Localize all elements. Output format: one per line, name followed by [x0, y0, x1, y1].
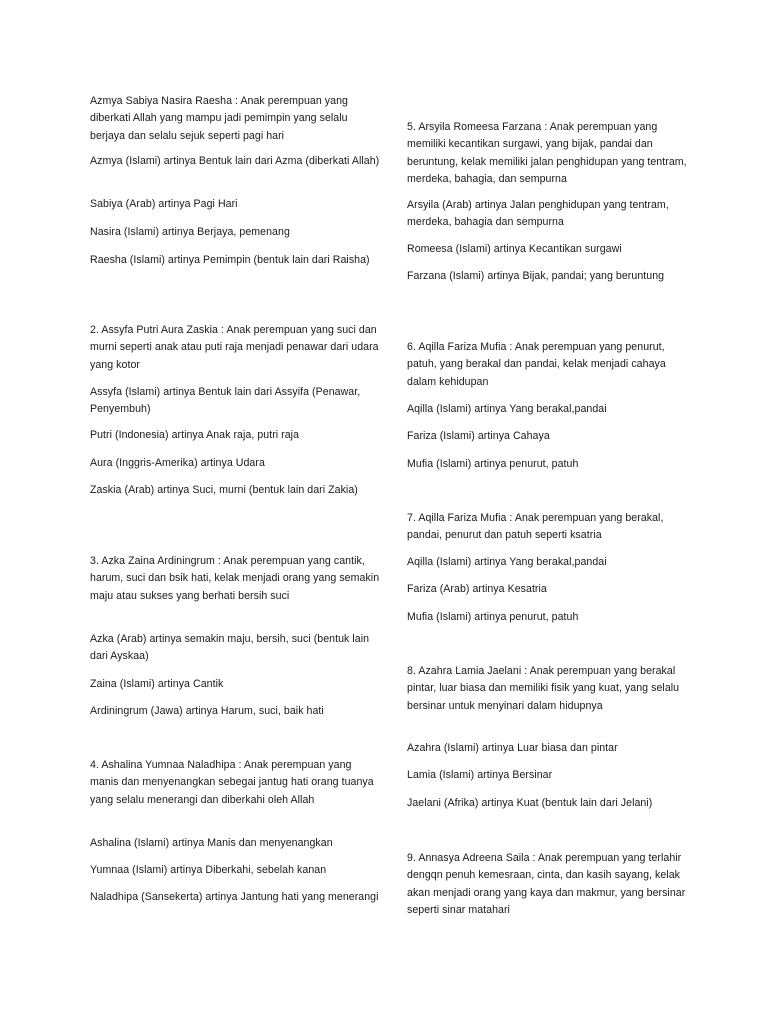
name-meaning: Putri (Indonesia) artinya Anak raja, putri raja — [90, 429, 300, 441]
name-meaning: Sabiya (Arab) artinya Pagi Hari — [90, 198, 238, 210]
name-entry-5-heading: 5. Arsyila Romeesa Farzana : Anak perempuan yang memiliki kecantikan surgawi, yang bijak, pandai dan beruntung, kelak memiliki jalan penghidupan yang tentram, merdeka, bahagia, dan sempurna — [407, 121, 687, 186]
name-meaning: Zaskia (Arab) artinya Suci, murni (bentuk lain dari Zakia) — [90, 484, 358, 496]
name-meaning: Mufia (Islami) artinya penurut, patuh — [407, 458, 579, 470]
name-meaning: Mufia (Islami) artinya penurut, patuh — [407, 611, 579, 623]
name-meaning: Romeesa (Islami) artinya Kecantikan surgawi — [407, 243, 622, 255]
name-entry-9-heading: 9. Annasya Adreena Saila : Anak perempuan yang terlahir dengqn penuh kemesraan, cinta, dan kasih sayang, kelak akan menjadi orang yang kaya dan makmur, yang bersinar seperti sinar matahari — [407, 852, 686, 917]
name-meaning: Azahra (Islami) artinya Luar biasa dan pintar — [407, 742, 618, 754]
name-meaning: Aqilla (Islami) artinya Yang berakal,pandai — [407, 556, 607, 568]
name-entry-7-heading: 7. Aqilla Fariza Mufia : Anak perempuan yang berakal, pandai, penurut dan patuh seperti ksatria — [407, 512, 664, 542]
name-meaning: Farzana (Islami) artinya Bijak, pandai; yang beruntung — [407, 270, 665, 282]
name-meaning: Arsyila (Arab) artinya Jalan penghidupan yang tentram, merdeka, bahagia dan sempurna — [407, 199, 669, 229]
name-meaning: Assyfa (Islami) artinya Bentuk lain dari Assyifa (Penawar, Penyembuh) — [90, 386, 361, 416]
name-entry-6-heading: 6. Aqilla Fariza Mufia : Anak perempuan yang penurut, patuh, yang berakal dan pandai, kelak menjadi cahaya dalam kehidupan — [407, 341, 666, 388]
name-meaning: Aura (Inggris-Amerika) artinya Udara — [90, 457, 265, 469]
name-meaning: Lamia (Islami) artinya Bersinar — [407, 769, 553, 781]
name-meaning: Azka (Arab) artinya semakin maju, bersih, suci (bentuk lain dari Ayskaa) — [90, 633, 370, 663]
name-meaning: Raesha (Islami) artinya Pemimpin (bentuk lain dari Raisha) — [90, 254, 370, 266]
name-meaning: Fariza (Arab) artinya Kesatria — [407, 583, 547, 595]
name-meaning: Jaelani (Afrika) artinya Kuat (bentuk lain dari Jelani) — [407, 797, 653, 809]
name-entry-2-heading: 2. Assyfa Putri Aura Zaskia : Anak perempuan yang suci dan murni seperti anak atau puti raja menjadi penawar dari udara yang kotor — [90, 324, 379, 371]
name-meaning: Ashalina (Islami) artinya Manis dan menyenangkan — [90, 837, 333, 849]
name-meaning: Aqilla (Islami) artinya Yang berakal,pandai — [407, 403, 607, 415]
name-entry-1-heading: Azmya Sabiya Nasira Raesha : Anak perempuan yang diberkati Allah yang mampu jadi pemimpin yang selalu berjaya dan selalu sejuk seperti pagi hari — [90, 95, 348, 142]
name-meaning: Fariza (Islami) artinya Cahaya — [407, 430, 550, 442]
name-meaning: Ardiningrum (Jawa) artinya Harum, suci, baik hati — [90, 705, 324, 717]
name-entry-3-heading: 3. Azka Zaina Ardiningrum : Anak perempuan yang cantik, harum, suci dan bsik hati, kelak menjadi orang yang semakin maju atau sukses yang berhati bersih suci — [90, 555, 380, 602]
name-meaning: Nasira (Islami) artinya Berjaya, pemenang — [90, 226, 290, 238]
name-meaning: Yumnaa (Islami) artinya Diberkahi, sebelah kanan — [90, 864, 327, 876]
name-meaning: Zaina (Islami) artinya Cantik — [90, 678, 224, 690]
name-entry-4-heading: 4. Ashalina Yumnaa Naladhipa : Anak perempuan yang manis dan menyenangkan sebegai jantug hati orang tuanya yang selalu menerangi dan diberkahi oleh Allah — [90, 759, 374, 806]
name-entry-8-heading: 8. Azahra Lamia Jaelani : Anak perempuan yang berakal pintar, luar biasa dan memiliki fisik yang kuat, yang selalu bersinar untuk menyinari dalam hidupnya — [407, 665, 680, 712]
name-meaning: Azmya (Islami) artinya Bentuk lain dari Azma (diberkati Allah) — [90, 155, 380, 167]
name-meaning: Naladhipa (Sansekerta) artinya Jantung hati yang menerangi — [90, 891, 379, 903]
